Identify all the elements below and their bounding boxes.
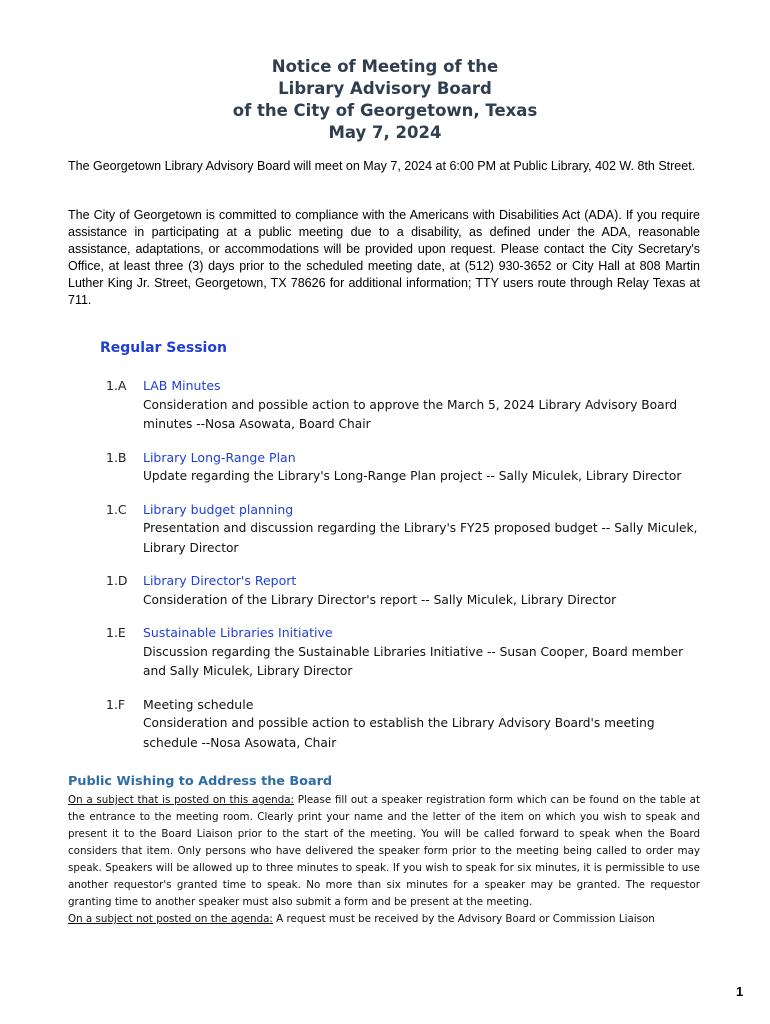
- item-description: Update regarding the Library's Long-Range Plan project -- Sally Miculek, Library Director: [143, 469, 682, 483]
- page-number: 1: [736, 984, 744, 999]
- title-line-3: of the City of Georgetown, Texas: [232, 101, 538, 120]
- item-title-link[interactable]: Library Long-Range Plan: [143, 449, 296, 465]
- item-description: Discussion regarding the Sustainable Libraries Initiative -- Susan Cooper, Board member and Sally Miculek, Library Director: [143, 644, 684, 678]
- title-line-4: May 7, 2024: [328, 123, 442, 142]
- item-number: 1.D: [106, 573, 128, 588]
- agenda-item: [106, 695, 706, 754]
- item-title-link[interactable]: LAB Minutes: [143, 378, 221, 393]
- item-title: Meeting schedule: [143, 696, 254, 712]
- item-title-link[interactable]: Library Director's Report: [143, 573, 297, 588]
- item-description: Consideration and possible action to establish the Library Advisory Board's meeting schedule --Nosa Asowata, Chair: [143, 716, 655, 750]
- posted-subject-label: On a subject that is posted on this agenda:: [68, 794, 295, 806]
- title-line-2: Library Advisory Board: [278, 79, 492, 98]
- posted-subject-text: Please fill out a speaker registration form which can be found on the table at the entrance to the meeting room. Clearly print your name and the letter of the item on which you wish to speak and present it to the Board Liaison prior to the start of the meeting. You will be called forward to speak when the Board considers that item. Only persons who have delivered the speaker form prior to the meeting being called to order may speak. Speakers will be allowed up to three minutes to speak. If you wish to speak for six minutes, it is permissible to use another requestor's granted time to speak. No more than six minutes for a speaker may be granted. The requestor granting time to another speaker must also submit a form and be present at the meeting.: [68, 794, 700, 908]
- agenda-item: [106, 500, 706, 559]
- agenda-item: [106, 571, 706, 610]
- not-posted-subject-text: A request must be received by the Advisory Board or Commission Liaison: [272, 913, 655, 925]
- public-address-text: [68, 792, 700, 928]
- item-description: Presentation and discussion regarding the Library's FY25 proposed budget -- Sally Miculek, Library Director: [143, 521, 698, 555]
- agenda-items: [106, 376, 706, 766]
- item-number: 1.C: [106, 501, 127, 517]
- item-description: Consideration of the Library Director's report -- Sally Miculek, Library Director: [143, 592, 617, 607]
- not-posted-subject-label: On a subject not posted on the agenda:: [68, 913, 273, 925]
- agenda-item: [106, 448, 706, 487]
- agenda-item: [106, 623, 706, 682]
- intro-paragraph: The Georgetown Library Advisory Board will meet on May 7, 2024 at 6:00 PM at Public Library, 402 W. 8th Street.: [68, 159, 696, 173]
- item-description: Consideration and possible action to approve the March 5, 2024 Library Advisory Board minutes --Nosa Asowata, Board Chair: [143, 397, 678, 431]
- public-address-heading: Public Wishing to Address the Board: [68, 774, 333, 789]
- page-title: [0, 56, 770, 144]
- item-title-link[interactable]: Sustainable Libraries Initiative: [143, 625, 333, 640]
- ada-notice-paragraph: The City of Georgetown is committed to compliance with the Americans with Disabilities Act (ADA). If you require assistance in participating at a public meeting due to a disability, as defined under the ADA, reasonable assistance, adaptations, or accommodations will be provided upon request. Please contact the City Secretary's Office, at least three (3) days prior to the scheduled meeting date, at (512) 930-3652 or City Hall at 808 Martin Luther King Jr. Street, Georgetown, TX 78626 for additional information; TTY users route through Relay Texas at 711.: [68, 208, 700, 307]
- item-number: 1.F: [106, 696, 126, 712]
- item-title-link[interactable]: Library budget planning: [143, 501, 294, 517]
- title-line-1: Notice of Meeting of the: [271, 57, 499, 76]
- item-number: 1.E: [106, 625, 126, 640]
- regular-session-heading: Regular Session: [100, 340, 227, 356]
- agenda-item: [106, 376, 706, 435]
- item-number: 1.A: [106, 378, 127, 393]
- item-number: 1.B: [106, 449, 127, 465]
